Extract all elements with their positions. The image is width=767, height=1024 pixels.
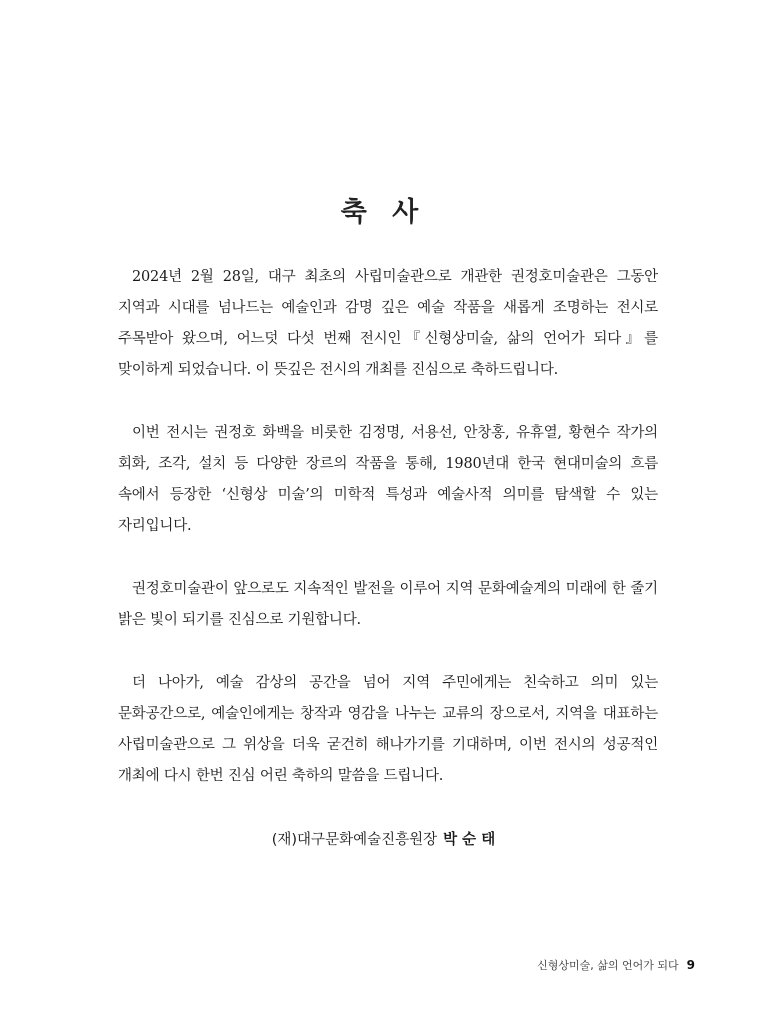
signature-organization: (재)대구문화예술진흥원장 [271,832,438,848]
paragraph-2: 이번 전시는 권정호 화백을 비롯한 김정명, 서용선, 안창홍, 유휴열, 황현수 작가의 회화, 조각, 설치 등 다양한 장르의 작품을 통해, 1980년대 한국 현대미술의 흐름 속에서 등장한 ‘신형상 미술’의 미학적 특성과 예술사적 의미를 탐색할 수 있는 자리입니다. [118,425,658,534]
signature [0,828,767,849]
footer-book-title: 신형상미술, 삶의 언어가 되다 [537,959,679,972]
letter-body [118,262,658,824]
paragraph-3: 권정호미술관이 앞으로도 지속적인 발전을 이루어 지역 문화예술계의 미래에 한 줄기 밝은 빛이 되기를 진심으로 기원합니다. [118,581,658,628]
signature-name: 박 순 태 [443,832,496,848]
paragraph-4: 더 나아가, 예술 감상의 공간을 넘어 지역 주민에게는 친숙하고 의미 있는 문화공간으로, 예술인에게는 창작과 영감을 나누는 교류의 장으로서, 지역을 대표하는 사립미술관으로 그 위상을 더욱 굳건히 해나가기를 기대하며, 이번 전시의 성공적인 개최에 다시 한번 진심 어린 축하의 말씀을 드립니다. [118,675,658,784]
paragraph-1: 2024년 2월 28일, 대구 최초의 사립미술관으로 개관한 권정호미술관은 그동안 지역과 시대를 넘나드는 예술인과 감명 깊은 예술 작품을 새롭게 조명하는 전시로 주목받아 왔으며, 어느덧 다섯 번째 전시인『신형상미술, 삶의 언어가 되다』를 맞이하게 되었습니다. 이 뜻깊은 전시의 개최를 진심으로 축하드립니다. [118,269,658,378]
page-title: 축 사 [340,197,427,229]
page-footer [537,957,695,973]
page-number: 9 [686,958,695,972]
